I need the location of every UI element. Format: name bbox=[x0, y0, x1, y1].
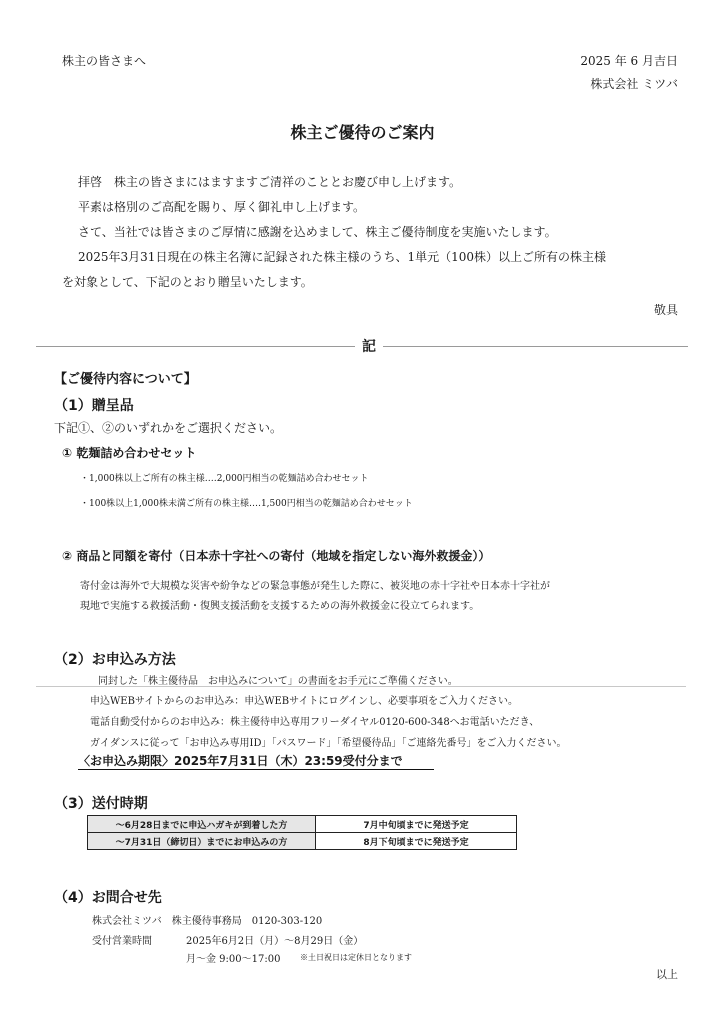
shipping-schedule-table bbox=[87, 815, 517, 850]
sec4-heading: （4）お問合せ先 bbox=[54, 890, 162, 906]
divider-left bbox=[36, 346, 356, 347]
ki-marker: 記 bbox=[355, 336, 383, 356]
option-1-item-2: ・100株以上1,000株未満ご所有の株主様‥‥1,500円相当の乾麺詰め合わせセット bbox=[80, 499, 413, 509]
option-2-desc-1: 寄付金は海外で大規模な災害や紛争などの緊急事態が発生した際に、被災地の赤十字社や日本赤十字社が bbox=[80, 581, 550, 592]
letter-para-2: 平素は格別のご高配を賜り、厚く御礼申し上げます。 bbox=[78, 200, 366, 214]
table-row bbox=[88, 833, 517, 850]
contact-line: 株式会社ミツバ 株主優待事務局 0120-303-120 bbox=[92, 916, 323, 927]
sec2-line-4: ガイダンスに従って「お申込み専用ID」「パスワード」「希望優待品」「ご連絡先番号」をご入力ください。 bbox=[90, 738, 567, 749]
letter-para-1: 拝啓 株主の皆さまにはますますご清祥のこととお慶び申し上げます。 bbox=[78, 175, 462, 189]
sec2-faint-rule bbox=[36, 686, 686, 687]
addressee: 株主の皆さまへ bbox=[62, 54, 147, 68]
hours-note: ※土日祝日は定休日となります bbox=[300, 953, 412, 962]
sec1-heading: （1）贈呈品 bbox=[54, 398, 134, 414]
letter-date: 2025 年 6 月吉日 bbox=[580, 54, 678, 68]
hours-time: 月～金 9:00～17:00 bbox=[186, 954, 281, 965]
shipping-schedule: 8月下旬頃までに発送予定 bbox=[316, 833, 517, 850]
closing-ijou: 以上 bbox=[656, 968, 678, 981]
deadline-underline bbox=[78, 769, 434, 770]
shipping-condition: ～6月28日までに申込ハガキが到着した方 bbox=[88, 816, 316, 833]
shipping-condition: ～7月31日（締切日）までにお申込みの方 bbox=[88, 833, 316, 850]
table-row bbox=[88, 816, 517, 833]
sec3-heading: （3）送付時期 bbox=[54, 796, 148, 812]
shipping-schedule: 7月中旬頃までに発送予定 bbox=[316, 816, 517, 833]
company-name: 株式会社 ミツバ bbox=[590, 77, 678, 91]
letter-para-4-line-2: を対象として、下記のとおり贈呈いたします。 bbox=[62, 275, 313, 289]
letter-para-3: さて、当社では皆さまのご厚情に感謝を込めまして、株主ご優待制度を実施いたします。 bbox=[78, 225, 557, 239]
option-1-title: ① 乾麺詰め合わせセット bbox=[62, 446, 197, 460]
sec2-line-3: 電話自動受付からのお申込み：株主優待申込専用フリーダイヤル0120-600-348へお電話いただき、 bbox=[90, 717, 540, 728]
option-1-item-1: ・1,000株以上ご所有の株主様‥‥2,000円相当の乾麺詰め合わせセット bbox=[80, 474, 369, 484]
divider-right bbox=[383, 346, 688, 347]
page-title: 株主ご優待のご案内 bbox=[290, 123, 435, 142]
option-2-title: ② 商品と同額を寄付（日本赤十字社への寄付（地域を指定しない海外救援金）） bbox=[62, 549, 491, 563]
closing-keigu: 敬具 bbox=[653, 303, 678, 317]
option-2-desc-2: 現地で実施する救援活動・復興支援活動を支援するための海外救援金に役立てられます。 bbox=[80, 601, 480, 612]
sec1-intro: 下記①、②のいずれかをご選択ください。 bbox=[54, 421, 283, 435]
sec2-line-2: 申込WEBサイトからのお申込み：申込WEBサイトにログインし、必要事項をご入力ください。 bbox=[90, 696, 518, 707]
letter-para-4-line-1: 2025年3月31日現在の株主名簿に記録された株主様のうち、1単元（100株）以上ご所有の株主様 bbox=[78, 250, 606, 264]
hours-dates: 2025年6月2日（月）～8月29日（金） bbox=[186, 936, 364, 947]
deadline-notice: 〈お申込み期限〉2025年7月31日（木）23:59受付分まで bbox=[78, 754, 403, 768]
sec2-line-1: 同封した「株主優待品 お申込みについて」の書面をお手元にご準備ください。 bbox=[98, 676, 458, 687]
sec2-heading: （2）お申込み方法 bbox=[54, 652, 176, 668]
hours-label: 受付営業時間 bbox=[92, 936, 152, 947]
section-heading: 【ご優待内容について】 bbox=[54, 372, 197, 387]
